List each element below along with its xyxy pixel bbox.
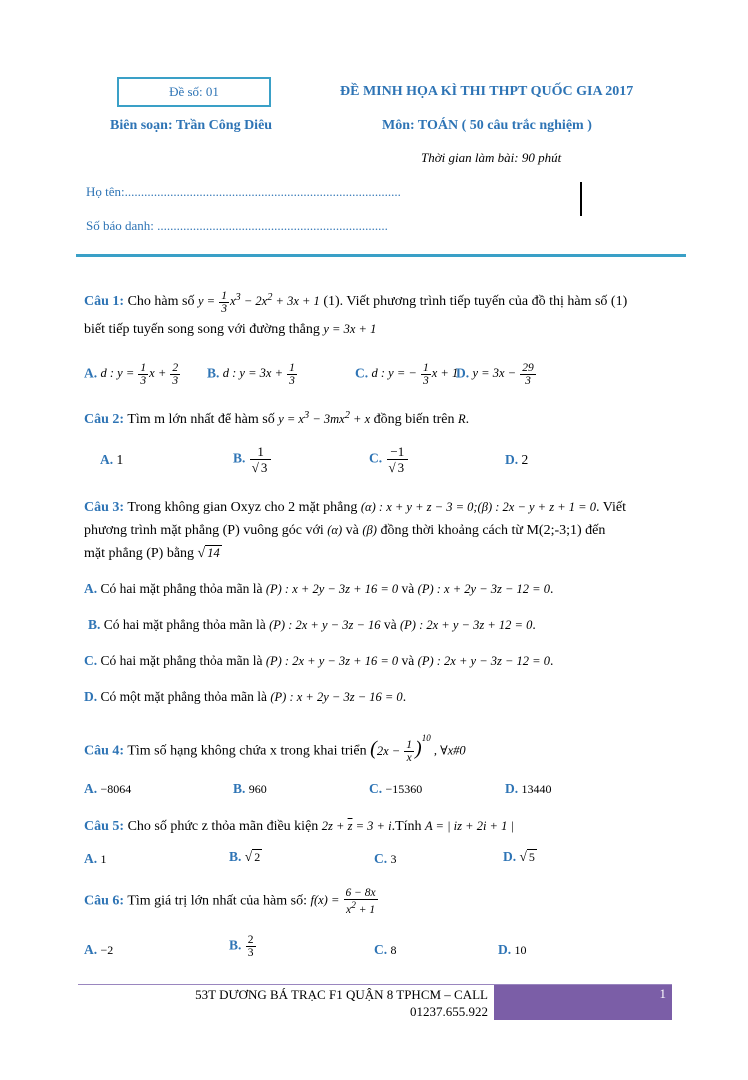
question-1 xyxy=(84,287,684,315)
q2-option-a[interactable]: A. 1 xyxy=(100,452,124,467)
q1-formula: y = $\frac{1}{3}$ $x^3 - 2x^2 + 3x + 1$ xyxy=(197,289,320,315)
q2-text-a: Tìm m lớn nhất để hàm số xyxy=(127,412,275,428)
q3-option-c[interactable]: C. Có hai mặt phẳng thỏa mãn là (P) : 2x + y − 3z + 16 = 0 và (P) : 2x + y − 3z − 12 = 0. xyxy=(84,653,554,668)
question-2: Câu 2: Tìm m lớn nhất để hàm số $y = x^3 - 3mx^2 + x$ đồng biến trên R. xyxy=(84,410,470,428)
q6-option-a[interactable]: A. −2 xyxy=(84,942,114,957)
q3-option-a[interactable]: A. Có hai mặt phẳng thỏa mãn là (P) : x + 2y − 3z + 16 = 0 và (P) : x + 2y − 3z − 12 = 0. xyxy=(84,581,554,596)
question-6: Câu 6: Tìm giá trị lớn nhất của hàm số: f(x) = $\frac{6 - 8x}{x^2 + 1}$ xyxy=(84,887,376,916)
q2-option-b[interactable]: B. $\frac{1}{√ 3}$ xyxy=(233,444,272,475)
q1-option-a[interactable]: A. d : y = $\frac{1}{3}$ x + $\frac{2}{3}$ xyxy=(84,362,179,387)
q4-option-b[interactable]: B. 960 xyxy=(233,781,267,796)
footer-address-line: 53T DƯƠNG BÁ TRẠC F1 QUẬN 8 TPHCM – CALL xyxy=(195,987,488,1002)
q1-text-a: Cho hàm số xyxy=(127,294,195,310)
subject: Môn: TOÁN ( 50 câu trắc nghiệm ) xyxy=(382,118,592,133)
vertical-divider xyxy=(580,182,582,216)
q3-option-d[interactable]: D. Có một mặt phẳng thỏa mãn là (P) : x + 2y − 3z − 16 = 0. xyxy=(84,689,407,704)
q6-option-d[interactable]: D. 10 xyxy=(498,942,527,957)
q5-option-a[interactable]: A. 1 xyxy=(84,851,107,866)
q2-formula: $y = x^3 - 3mx^2 + x$ xyxy=(278,410,371,427)
q2-label: Câu 2: xyxy=(84,412,125,428)
exam-number-box xyxy=(117,77,271,107)
header-rule xyxy=(76,254,686,257)
q1-label: Câu 1: xyxy=(84,294,125,310)
q5-option-d[interactable]: D. √ 5 xyxy=(503,849,535,864)
q4-option-a[interactable]: A. −8064 xyxy=(84,781,132,796)
q6-option-c[interactable]: C. 8 xyxy=(374,942,397,957)
q5-option-b[interactable]: B. √ 2 xyxy=(229,849,261,864)
q1-text-b: (1). Viết phương trình tiếp tuyến của đồ thị hàm số (1) xyxy=(323,294,628,310)
q3-option-b[interactable]: B. Có hai mặt phẳng thỏa mãn là (P) : 2x + y − 3z − 16 và (P) : 2x + y − 3z + 12 = 0. xyxy=(88,617,536,632)
footer-phone: 01237.655.922 xyxy=(410,1004,488,1019)
q4-option-c[interactable]: C. −15360 xyxy=(369,781,423,796)
footer-address xyxy=(150,986,488,1020)
q4-option-d[interactable]: D. 13440 xyxy=(505,781,552,796)
id-field: Số báo danh: ....................................................................... xyxy=(86,218,388,233)
q1-line-formula: y = 3x + 1 xyxy=(323,322,377,336)
exam-title: ĐỀ MINH HỌA KÌ THI THPT QUỐC GIA 2017 xyxy=(340,84,634,99)
page-number: 1 xyxy=(659,986,666,1001)
exam-time: Thời gian làm bài: 90 phút xyxy=(421,150,562,165)
question-3: Câu 3: Trong không gian Oxyz cho 2 mặt phẳng (α) : x + y + z − 3 = 0;(β) : 2x − y + z + 1 = 0. Viết phương trình mặt phẳng (P) vuông góc với (α) và (β) đồng thời khoảng cách từ M(2;-3;1) đến mặt phẳng (P) bằng √ 14 xyxy=(84,500,626,561)
q2-text-b: đồng biến trên xyxy=(373,412,455,428)
q5-option-c[interactable]: C. 3 xyxy=(374,851,397,866)
q1-option-b[interactable]: B. d : y = 3x + $\frac{1}{3}$ xyxy=(207,362,295,387)
q2-option-c[interactable]: C. $\frac{-1}{√ 3}$ xyxy=(369,444,409,475)
exam-number: Đề số: 01 xyxy=(169,84,219,99)
author: Biên soạn: Trần Công Diêu xyxy=(110,118,273,133)
q1-line2 xyxy=(84,318,376,341)
name-field: Họ tên:..................................................................................... xyxy=(86,184,401,199)
q2-option-d[interactable]: D. 2 xyxy=(505,452,529,467)
q1-option-d[interactable]: D. y = 3x − $\frac{29}{3}$ xyxy=(456,362,534,387)
q1-text-c: biết tiếp tuyến song song với đường thẳng xyxy=(84,322,320,337)
question-4: Câu 4: Tìm số hạng không chứa x trong khai triển (2x − $\frac{1}{x}$ )$^{10}$ , ∀x#0 xyxy=(84,733,466,765)
question-5: Câu 5: Cho số phức z thỏa mãn điều kiện $2z + \overline{z} = 3$ + i.Tính A = | iz + 2i + 1 | xyxy=(84,819,514,834)
q1-option-c[interactable]: C. d : y = − $\frac{1}{3}$ x + 1 xyxy=(355,362,459,387)
q6-option-b[interactable]: B. $\frac{2}{3}$ xyxy=(229,934,254,959)
